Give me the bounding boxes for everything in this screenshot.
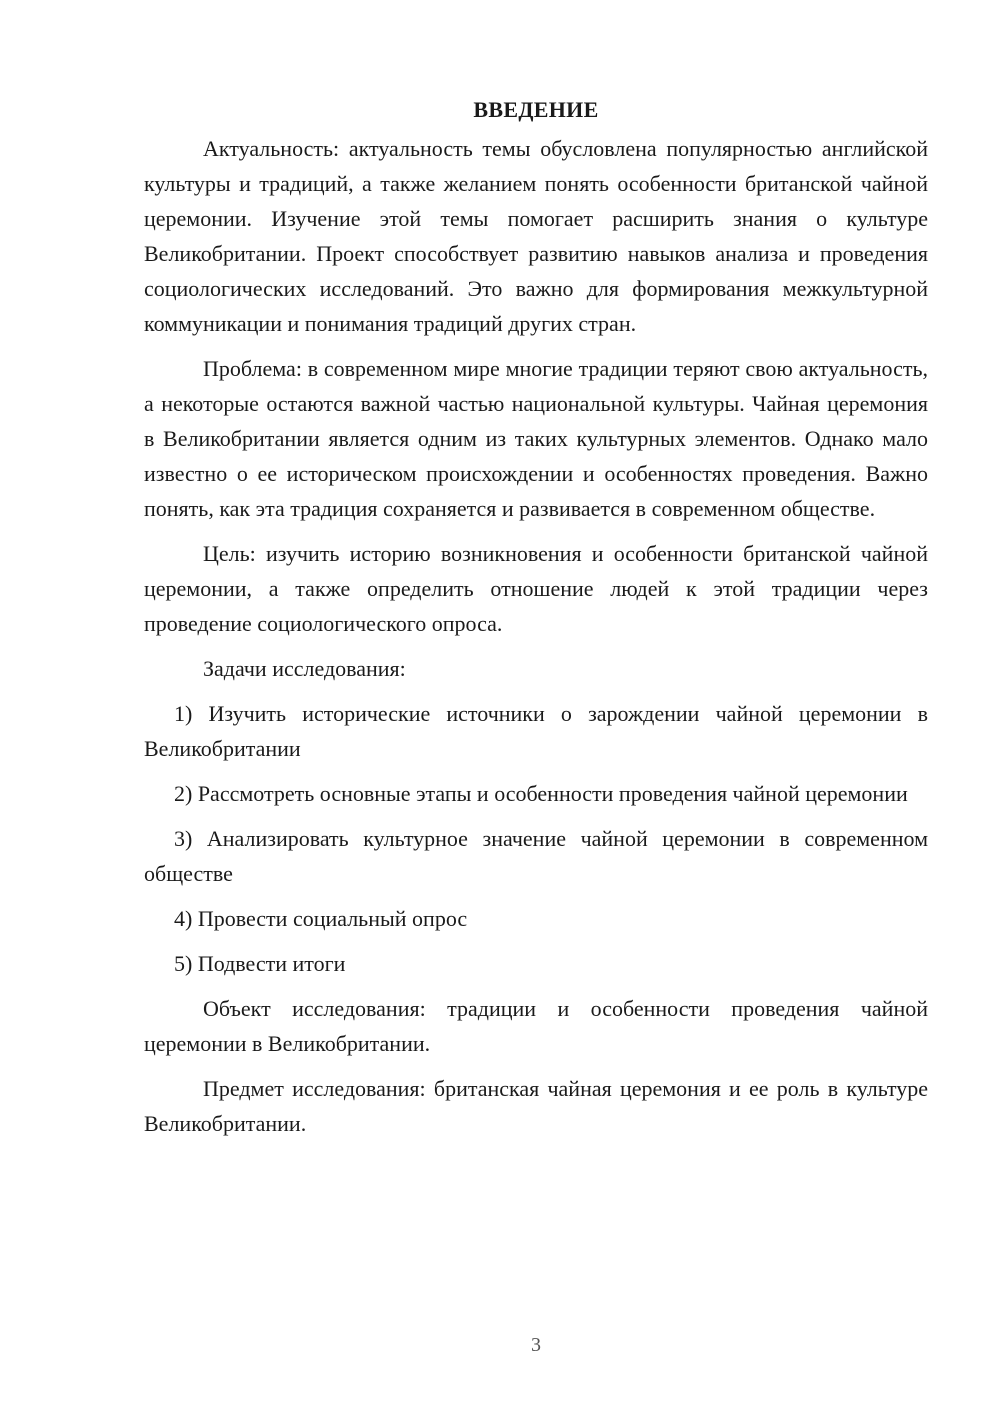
paragraph-problem: Проблема: в современном мире многие традиции теряют свою актуальность, а некоторые остаются важной частью национальной культуры. Чайная церемония в Великобритании является одним из таких культурных элементов. Однако мало известно о ее историческом происхождении и особенностях проведения. Важно понять, как эта традиция сохраняется и развивается в современном обществе.	[144, 356, 928, 521]
task-item-5: 5) Подвести итоги	[174, 951, 346, 976]
section-title: ВВЕДЕНИЕ	[473, 97, 599, 122]
page-number: 3	[531, 1334, 541, 1356]
task-item-3: 3) Анализировать культурное значение чайной церемонии в современном обществе	[144, 826, 928, 886]
task-item-2: 2) Рассмотреть основные этапы и особенности проведения чайной церемонии	[174, 781, 908, 806]
paragraph-goal: Цель: изучить историю возникновения и особенности британской чайной церемонии, а также определить отношение людей к этой традиции через проведение социологического опроса.	[144, 541, 928, 636]
paragraph-subject: Предмет исследования: британская чайная церемония и ее роль в культуре Великобритании.	[144, 1076, 928, 1136]
tasks-heading: Задачи исследования:	[203, 656, 406, 681]
paragraph-relevance: Актуальность: актуальность темы обусловлена популярностью английской культуры и традиций, а также желанием понять особенности британской чайной церемонии. Изучение этой темы помогает расширить знания о культуре Великобритании. Проект способствует развитию навыков анализа и проведения социологических исследований. Это важно для формирования межкультурной коммуникации и понимания традиций других стран.	[144, 136, 928, 336]
paragraph-object: Объект исследования: традиции и особенности проведения чайной церемонии в Великобритании.	[144, 996, 928, 1056]
document-body	[144, 92, 928, 1151]
task-item-4: 4) Провести социальный опрос	[174, 906, 468, 931]
task-item-1: 1) Изучить исторические источники о зарождении чайной церемонии в Великобритании	[144, 701, 928, 761]
